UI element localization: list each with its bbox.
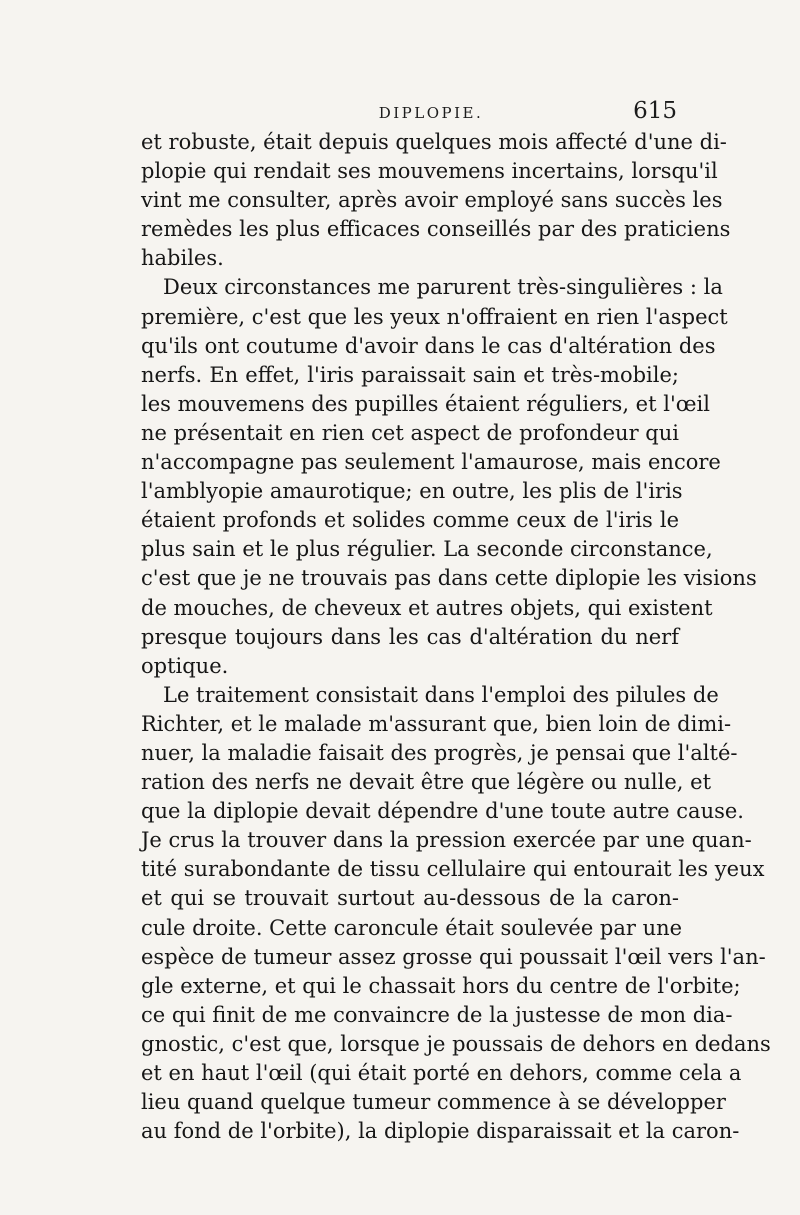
running-title: DIPLOPIE. (378, 104, 484, 122)
text-line: remèdes les plus efficaces conseillés par des praticiens (141, 217, 731, 242)
text-line: lieu quand quelque tumeur commence à se développer (141, 1090, 726, 1115)
text-line: et en haut l'œil (qui était porté en dehors, comme cela a (141, 1061, 742, 1085)
text-line: optique. (141, 653, 229, 678)
page-header (141, 98, 681, 128)
text-line: Richter, et le malade m'assurant que, bien loin de dimi- (141, 711, 732, 736)
text-line: et qui se trouvait surtout au-dessous de la caron- (141, 886, 679, 911)
text-line: Le traitement consistait dans l'emploi des pilules de (163, 682, 719, 707)
text-line: plus sain et le plus régulier. La seconde circonstance, (141, 537, 713, 562)
text-line: au fond de l'orbite), la diplopie disparaissait et la caron- (141, 1119, 740, 1144)
text-line: ne présentait en rien cet aspect de profondeur qui (141, 420, 679, 445)
text-line: première, c'est que les yeux n'offraient en rien l'aspect (141, 304, 728, 329)
text-line: tité surabondante de tissu cellulaire qui entourait les yeux (141, 857, 765, 882)
page-number: 615 (633, 98, 677, 124)
text-line: que la diplopie devait dépendre d'une toute autre cause. (141, 799, 744, 824)
text-line: et robuste, était depuis quelques mois affecté d'une di- (141, 130, 727, 154)
text-line: plopie qui rendait ses mouvemens incertains, lorsqu'il (141, 159, 718, 184)
text-line: ce qui finit de me convaincre de la justesse de mon dia- (141, 1002, 733, 1027)
text-line: presque toujours dans les cas d'altération du nerf (141, 624, 679, 649)
text-line: espèce de tumeur assez grosse qui poussait l'œil vers l'an- (141, 944, 766, 969)
text-line: l'amblyopie amaurotique; en outre, les plis de l'iris (141, 479, 683, 504)
text-line: vint me consulter, après avoir employé sans succès les (141, 188, 723, 213)
body-text (141, 128, 771, 1146)
text-line: nerfs. En effet, l'iris paraissait sain et très-mobile; (141, 362, 679, 387)
text-line: n'accompagne pas seulement l'amaurose, mais encore (141, 450, 721, 475)
text-line: gnostic, c'est que, lorsque je poussais de dehors en dedans (141, 1031, 771, 1056)
text-line: de mouches, de cheveux et autres objets, qui existent (141, 595, 713, 620)
text-line: Je crus la trouver dans la pression exercée par une quan- (141, 828, 752, 853)
text-line: ration des nerfs ne devait être que légère ou nulle, et (141, 770, 712, 795)
text-line: qu'ils ont coutume d'avoir dans le cas d'altération des (141, 333, 716, 358)
text-line: étaient profonds et solides comme ceux de l'iris le (141, 508, 679, 533)
text-line: nuer, la maladie faisait des progrès, je pensai que l'alté- (141, 740, 738, 765)
text-line: habiles. (141, 246, 224, 271)
text-line: les mouvemens des pupilles étaient réguliers, et l'œil (141, 391, 710, 416)
text-line: cule droite. Cette caroncule était soulevée par une (141, 915, 683, 940)
text-line: gle externe, et qui le chassait hors du centre de l'orbite; (141, 973, 741, 998)
text-line: Deux circonstances me parurent très-singulières : la (163, 275, 723, 300)
text-line: c'est que je ne trouvais pas dans cette diplopie les visions (141, 566, 757, 591)
